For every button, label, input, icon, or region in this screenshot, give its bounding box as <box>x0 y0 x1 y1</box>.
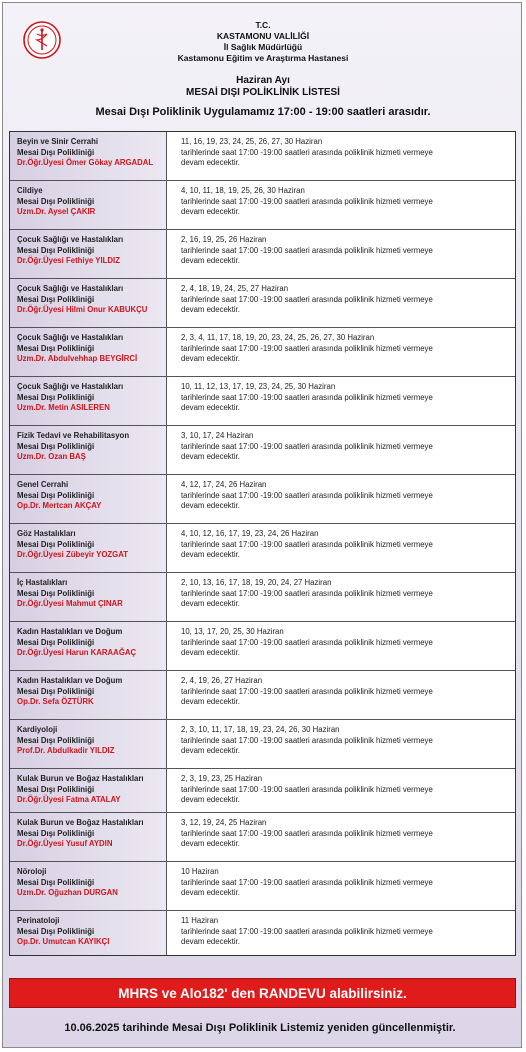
clinic-kind: Mesai Dışı Polikliniği <box>17 441 95 451</box>
header-month: Haziran Ayı <box>236 75 290 86</box>
clinic-dates: 4, 10, 12, 16, 17, 19, 23, 24, 26 Haziran <box>181 529 319 538</box>
table-row <box>10 573 515 622</box>
doctor-name: Uzm.Dr. Oğuzhan DURGAN <box>17 888 118 897</box>
dates-cell <box>167 622 515 670</box>
clinic-dates: 4, 12, 17, 24, 26 Haziran <box>181 480 267 489</box>
clinic-cell <box>10 769 167 812</box>
doctor-name: Uzm.Dr. Abdulvehhap BEYGİRCİ <box>17 354 138 363</box>
service-note: tarihlerinde saat 17:00 -19:00 saatleri arasında poliklinik hizmeti vermeye <box>181 588 433 598</box>
dates-cell <box>167 328 515 376</box>
service-note-end: devam edecektir. <box>181 501 240 510</box>
doctor-name: Uzm.Dr. Aysel ÇAKIR <box>17 207 96 216</box>
header-tc: T.C. <box>255 20 271 30</box>
service-note: tarihlerinde saat 17:00 -19:00 saatleri arasında poliklinik hizmeti vermeye <box>181 294 433 304</box>
service-note: tarihlerinde saat 17:00 -19:00 saatleri arasında poliklinik hizmeti vermeye <box>181 637 433 647</box>
clinic-dates: 2, 3, 10, 11, 17, 18, 19, 23, 24, 26, 30 Haziran <box>181 725 340 734</box>
clinic-cell <box>10 475 167 523</box>
department-name: Kulak Burun ve Boğaz Hastalıkları <box>17 774 144 783</box>
table-row <box>10 813 515 862</box>
dates-cell <box>167 230 515 278</box>
service-note-end: devam edecektir. <box>181 697 240 706</box>
clinic-kind: Mesai Dışı Polikliniği <box>17 588 95 598</box>
service-note: tarihlerinde saat 17:00 -19:00 saatleri arasında poliklinik hizmeti vermeye <box>181 784 433 794</box>
doctor-name: Dr.Öğr.Üyesi Yusuf AYDIN <box>17 839 113 848</box>
header-hospital: Kastamonu Eğitim ve Araştırma Hastanesi <box>177 53 349 63</box>
clinic-cell <box>10 671 167 719</box>
table-row <box>10 911 515 955</box>
clinic-kind: Mesai Dışı Polikliniği <box>17 784 95 794</box>
department-name: Göz Hastalıkları <box>17 529 76 538</box>
service-note: tarihlerinde saat 17:00 -19:00 saatleri arasında poliklinik hizmeti vermeye <box>181 926 433 936</box>
table-row <box>10 475 515 524</box>
doctor-name: Dr.Öğr.Üyesi Hilmi Onur KABUKÇU <box>17 305 148 314</box>
clinic-cell <box>10 132 167 180</box>
clinic-kind: Mesai Dışı Polikliniği <box>17 196 95 206</box>
doctor-name: Uzm.Dr. Metin ASILEREN <box>17 403 110 412</box>
dates-cell <box>167 279 515 327</box>
table-row <box>10 622 515 671</box>
clinic-dates: 3, 12, 19, 24, 25 Haziran <box>181 818 267 827</box>
service-note: tarihlerinde saat 17:00 -19:00 saatleri arasında poliklinik hizmeti vermeye <box>181 245 433 255</box>
doctor-name: Dr.Öğr.Üyesi Fatma ATALAY <box>17 795 121 804</box>
service-note-end: devam edecektir. <box>181 158 240 167</box>
header-directorate: İl Sağlık Müdürlüğü <box>223 42 303 52</box>
service-note-end: devam edecektir. <box>181 648 240 657</box>
table-row <box>10 862 515 911</box>
clinic-dates: 2, 4, 19, 26, 27 Haziran <box>181 676 263 685</box>
clinic-dates: 11, 16, 19, 23, 24, 25, 26, 27, 30 Haziran <box>181 137 323 146</box>
department-name: Cildiye <box>17 186 43 195</box>
dates-cell <box>167 377 515 425</box>
doctor-name: Dr.Öğr.Üyesi Zübeyir YOZGAT <box>17 550 129 559</box>
clinic-cell <box>10 720 167 768</box>
service-note-end: devam edecektir. <box>181 256 240 265</box>
clinic-kind: Mesai Dışı Polikliniği <box>17 828 95 838</box>
clinic-dates: 2, 4, 18, 19, 24, 25, 27 Haziran <box>181 284 289 293</box>
service-note-end: devam edecektir. <box>181 888 240 897</box>
clinic-kind: Mesai Dışı Polikliniği <box>17 490 95 500</box>
doctor-name: Dr.Öğr.Üyesi Fethiye YILDIZ <box>17 256 120 265</box>
doctor-name: Uzm.Dr. Ozan BAŞ <box>17 452 86 461</box>
dates-cell <box>167 813 515 861</box>
table-row <box>10 769 515 813</box>
table-row <box>10 671 515 720</box>
table-row <box>10 524 515 573</box>
service-note: tarihlerinde saat 17:00 -19:00 saatleri arasında poliklinik hizmeti vermeye <box>181 392 433 402</box>
clinic-dates: 11 Haziran <box>181 916 219 925</box>
clinic-cell <box>10 622 167 670</box>
service-note: tarihlerinde saat 17:00 -19:00 saatleri arasında poliklinik hizmeti vermeye <box>181 490 433 500</box>
clinic-kind: Mesai Dışı Polikliniği <box>17 686 95 696</box>
dates-cell <box>167 132 515 180</box>
clinic-cell <box>10 230 167 278</box>
dates-cell <box>167 573 515 621</box>
clinic-cell <box>10 524 167 572</box>
clinic-kind: Mesai Dışı Polikliniği <box>17 637 95 647</box>
department-name: Çocuk Sağlığı ve Hastalıkları <box>17 284 124 293</box>
clinic-cell <box>10 377 167 425</box>
clinic-dates: 3, 10, 17, 24 Haziran <box>181 431 254 440</box>
table-row <box>10 720 515 769</box>
doctor-name: Dr.Öğr.Üyesi Harun KARAAĞAÇ <box>17 648 137 657</box>
table-row <box>10 132 515 181</box>
table-row <box>10 230 515 279</box>
doctor-name: Op.Dr. Sefa ÖZTÜRK <box>17 697 94 706</box>
clinic-kind: Mesai Dışı Polikliniği <box>17 539 95 549</box>
service-note: tarihlerinde saat 17:00 -19:00 saatleri arasında poliklinik hizmeti vermeye <box>181 441 433 451</box>
clinic-dates: 2, 10, 13, 16, 17, 18, 19, 20, 24, 27 Haziran <box>181 578 332 587</box>
service-note: tarihlerinde saat 17:00 -19:00 saatleri arasında poliklinik hizmeti vermeye <box>181 828 433 838</box>
page-subtitle: Mesai Dışı Poliklinik Uygulamamız 17:00 - 19:00 saatleri arasıdır. <box>95 106 431 118</box>
service-note: tarihlerinde saat 17:00 -19:00 saatleri arasında poliklinik hizmeti vermeye <box>181 539 433 549</box>
clinic-cell <box>10 911 167 955</box>
service-note: tarihlerinde saat 17:00 -19:00 saatleri arasında poliklinik hizmeti vermeye <box>181 343 433 353</box>
service-note-end: devam edecektir. <box>181 207 240 216</box>
dates-cell <box>167 720 515 768</box>
service-note: tarihlerinde saat 17:00 -19:00 saatleri arasında poliklinik hizmeti vermeye <box>181 196 433 206</box>
department-name: Kulak Burun ve Boğaz Hastalıkları <box>17 818 144 827</box>
service-note: tarihlerinde saat 17:00 -19:00 saatleri arasında poliklinik hizmeti vermeye <box>181 877 433 887</box>
table-row <box>10 181 515 230</box>
clinic-kind: Mesai Dışı Polikliniği <box>17 294 95 304</box>
document-header <box>3 3 523 123</box>
clinic-kind: Mesai Dışı Polikliniği <box>17 343 95 353</box>
schedule-table <box>9 131 516 956</box>
department-name: Genel Cerrahi <box>17 480 69 489</box>
dates-cell <box>167 524 515 572</box>
doctor-name: Dr.Öğr.Üyesi Mahmut ÇINAR <box>17 599 123 608</box>
department-name: İç Hastalıkları <box>17 578 68 587</box>
service-note: tarihlerinde saat 17:00 -19:00 saatleri arasında poliklinik hizmeti vermeye <box>181 735 433 745</box>
table-row <box>10 279 515 328</box>
doctor-name: Op.Dr. Umutcan KAYIKÇI <box>17 937 110 946</box>
department-name: Çocuk Sağlığı ve Hastalıkları <box>17 333 124 342</box>
service-note-end: devam edecektir. <box>181 795 240 804</box>
department-name: Fizik Tedavi ve Rehabilitasyon <box>17 431 130 440</box>
dates-cell <box>167 181 515 229</box>
clinic-kind: Mesai Dışı Polikliniği <box>17 735 95 745</box>
dates-cell <box>167 862 515 910</box>
table-row <box>10 426 515 475</box>
service-note: tarihlerinde saat 17:00 -19:00 saatleri arasında poliklinik hizmeti vermeye <box>181 147 433 157</box>
service-note-end: devam edecektir. <box>181 452 240 461</box>
service-note-end: devam edecektir. <box>181 839 240 848</box>
clinic-cell <box>10 181 167 229</box>
doctor-name: Op.Dr. Mertcan AKÇAY <box>17 501 102 510</box>
clinic-kind: Mesai Dışı Polikliniği <box>17 147 95 157</box>
clinic-kind: Mesai Dışı Polikliniği <box>17 926 95 936</box>
service-note-end: devam edecektir. <box>181 937 240 946</box>
clinic-cell <box>10 862 167 910</box>
clinic-dates: 4, 10, 11, 18, 19, 25, 26, 30 Haziran <box>181 186 305 195</box>
department-name: Kadın Hastalıkları ve Doğum <box>17 627 123 636</box>
clinic-cell <box>10 328 167 376</box>
dates-cell <box>167 671 515 719</box>
clinic-dates: 2, 16, 19, 25, 26 Haziran <box>181 235 267 244</box>
table-row <box>10 328 515 377</box>
doctor-name: Prof.Dr. Abdulkadir YILDIZ <box>17 746 115 755</box>
clinic-kind: Mesai Dışı Polikliniği <box>17 392 95 402</box>
header-governorship: KASTAMONU VALİLİĞİ <box>216 31 310 41</box>
doctor-name: Dr.Öğr.Üyesi Ömer Gökay ARGADAL <box>17 158 154 167</box>
dates-cell <box>167 769 515 812</box>
clinic-dates: 10, 13, 17, 20, 25, 30 Haziran <box>181 627 284 636</box>
clinic-dates: 10, 11, 12, 13, 17, 19, 23, 24, 25, 30 Haziran <box>181 382 336 391</box>
dates-cell <box>167 426 515 474</box>
service-note-end: devam edecektir. <box>181 550 240 559</box>
department-name: Çocuk Sağlığı ve Hastalıkları <box>17 235 124 244</box>
clinic-kind: Mesai Dışı Polikliniği <box>17 245 95 255</box>
page-title: MESAİ DIŞI POLİKLİNİK LİSTESİ <box>186 87 340 98</box>
service-note-end: devam edecektir. <box>181 354 240 363</box>
clinic-cell <box>10 573 167 621</box>
clinic-dates: 10 Haziran <box>181 867 219 876</box>
clinic-cell <box>10 813 167 861</box>
department-name: Kadın Hastalıkları ve Doğum <box>17 676 123 685</box>
department-name: Nöroloji <box>17 867 47 876</box>
table-row <box>10 377 515 426</box>
clinic-cell <box>10 426 167 474</box>
service-note-end: devam edecektir. <box>181 599 240 608</box>
department-name: Çocuk Sağlığı ve Hastalıkları <box>17 382 124 391</box>
department-name: Kardiyoloji <box>17 725 58 734</box>
service-note-end: devam edecektir. <box>181 403 240 412</box>
clinic-dates: 2, 3, 4, 11, 17, 18, 19, 20, 23, 24, 25, 26, 27, 30 Haziran <box>181 333 375 342</box>
dates-cell <box>167 475 515 523</box>
service-note-end: devam edecektir. <box>181 305 240 314</box>
clinic-kind: Mesai Dışı Polikliniği <box>17 877 95 887</box>
service-note: tarihlerinde saat 17:00 -19:00 saatleri arasında poliklinik hizmeti vermeye <box>181 686 433 696</box>
service-note-end: devam edecektir. <box>181 746 240 755</box>
department-name: Perinatoloji <box>17 916 60 925</box>
update-note: 10.06.2025 tarihinde Mesai Dışı Poliklinik Listemiz yeniden güncellenmiştir. <box>64 1022 456 1034</box>
clinic-dates: 2, 3, 19, 23, 25 Haziran <box>181 774 263 783</box>
department-name: Beyin ve Sinir Cerrahi <box>17 137 99 146</box>
clinic-cell <box>10 279 167 327</box>
appointment-banner: MHRS ve Alo182' den RANDEVU alabilirsiniz. <box>9 978 516 1008</box>
dates-cell <box>167 911 515 955</box>
